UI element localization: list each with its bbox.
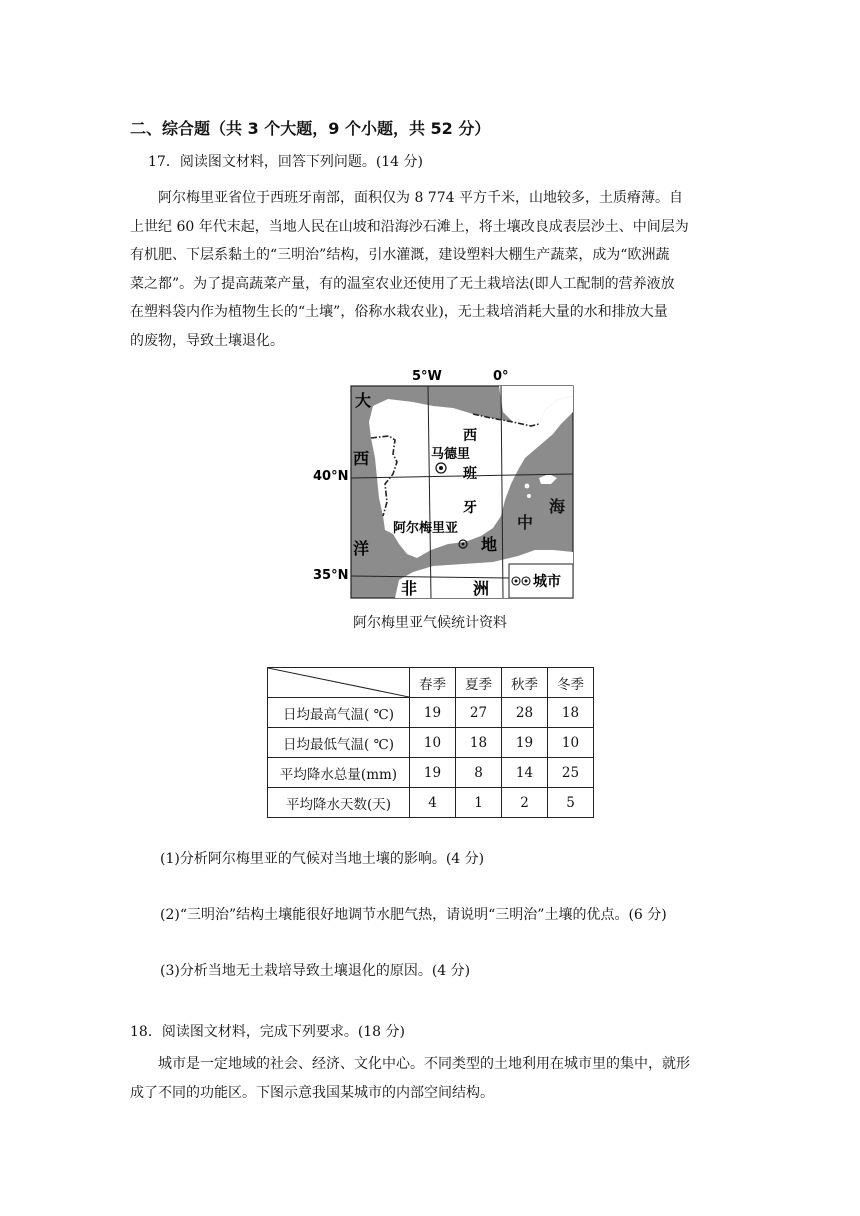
table-cell: 19 <box>502 728 548 758</box>
table-row <box>268 758 594 788</box>
lat-label: 40°N <box>313 469 349 484</box>
ocean-label: 西 <box>353 449 370 468</box>
sea-label: 海 <box>549 497 566 516</box>
table-cell: 19 <box>410 698 456 728</box>
table-header-cell: 夏季 <box>456 668 502 698</box>
continent-label: 洲 <box>473 579 490 598</box>
table-row-label: 平均降水天数(天) <box>268 788 410 818</box>
subquestion-1: (1)分析阿尔梅里亚的气候对当地土壤的影响。(4 分) <box>160 851 485 867</box>
continent-label: 非 <box>401 579 418 598</box>
country-label: 西 <box>463 428 477 444</box>
country-label: 牙 <box>463 500 477 516</box>
table-cell: 18 <box>456 728 502 758</box>
table-row-label: 平均降水总量(mm) <box>268 758 410 788</box>
table-cell: 1 <box>456 788 502 818</box>
table-caption: 阿尔梅里亚气候统计资料 <box>353 615 507 631</box>
table-cell: 14 <box>502 758 548 788</box>
paragraph-line: 成了不同的功能区。下图示意我国某城市的内部空间结构。 <box>130 1084 494 1101</box>
paragraph-line: 城市是一定地域的社会、经济、文化中心。不同类型的土地利用在城市里的集中，就形 <box>158 1056 690 1072</box>
table-header-cell: 秋季 <box>502 668 548 698</box>
table-cell: 10 <box>548 728 594 758</box>
paragraph-line: 阿尔梅里亚省位于西班牙南部，面积仅为 8 774 平方千米，山地较多，土质瘠薄。自 <box>158 190 683 206</box>
country-label: 班 <box>463 466 477 482</box>
subquestion-3: (3)分析当地无土栽培导致土壤退化的原因。(4 分) <box>160 963 471 979</box>
question-17-paragraph <box>130 184 730 356</box>
question-17-header: 17．阅读图文材料，回答下列问题。(14 分) <box>148 154 424 170</box>
table-row <box>268 728 594 758</box>
table-corner-cell <box>268 668 410 698</box>
ocean-label: 洋 <box>353 539 370 558</box>
table-cell: 10 <box>410 728 456 758</box>
lat-label: 35°N <box>313 568 349 583</box>
table-row-label: 日均最低气温( ℃) <box>268 728 410 758</box>
paragraph-line: 在塑料袋内作为植物生长的“土壤”，俗称水栽农业)，无土栽培消耗大量的水和排放大量 <box>130 304 668 321</box>
paragraph-line: 上世纪 60 年代末起，当地人民在山坡和沿海沙石滩上，将土壤改良成表层沙土、中间层为 <box>130 218 689 235</box>
table-header-cell: 春季 <box>410 668 456 698</box>
table-cell: 2 <box>502 788 548 818</box>
table-cell: 8 <box>456 758 502 788</box>
paragraph-line: 的废物，导致土壤退化。 <box>130 332 284 349</box>
table-cell: 18 <box>548 698 594 728</box>
sea-label: 中 <box>517 513 534 532</box>
ocean-label: 大 <box>355 391 372 410</box>
paragraph-line: 菜之都”。为了提高蔬菜产量，有的温室农业还使用了无土栽培法(即人工配制的营养液放 <box>130 275 675 292</box>
city-almeria-label: 阿尔梅里亚 <box>393 521 459 536</box>
table-row <box>268 788 594 818</box>
table-cell: 19 <box>410 758 456 788</box>
table-cell: 25 <box>548 758 594 788</box>
subquestion-2: (2)“三明治”结构土壤能很好地调节水肥气热，请说明“三明治”土壤的优点。(6 分) <box>160 907 667 923</box>
table-cell: 5 <box>548 788 594 818</box>
climate-table <box>267 667 594 818</box>
table-header-row <box>268 668 594 698</box>
sea-label: 地 <box>481 535 498 554</box>
table-cell: 28 <box>502 698 548 728</box>
question-18-header: 18．阅读图文材料，完成下列要求。(18 分) <box>130 1024 406 1040</box>
question-18-paragraph <box>130 1050 730 1107</box>
table-cell: 4 <box>410 788 456 818</box>
spain-map <box>313 366 575 602</box>
section-title: 二、综合题（共 3 个大题，9 个小题，共 52 分） <box>130 119 491 138</box>
legend-label: 城市 <box>533 574 561 590</box>
table-row-label: 日均最高气温( ℃) <box>268 698 410 728</box>
table-cell: 27 <box>456 698 502 728</box>
lon-label: 0° <box>493 369 509 384</box>
table-row <box>268 698 594 728</box>
table-header-cell: 冬季 <box>548 668 594 698</box>
lon-label: 5°W <box>412 369 442 384</box>
city-madrid-label: 马德里 <box>431 447 471 462</box>
diagonal-line <box>268 668 409 697</box>
paragraph-line: 有机肥、下层系黏土的“三明治”结构，引水灌溉，建设塑料大棚生产蔬菜，成为“欧洲蔬 <box>130 247 670 264</box>
